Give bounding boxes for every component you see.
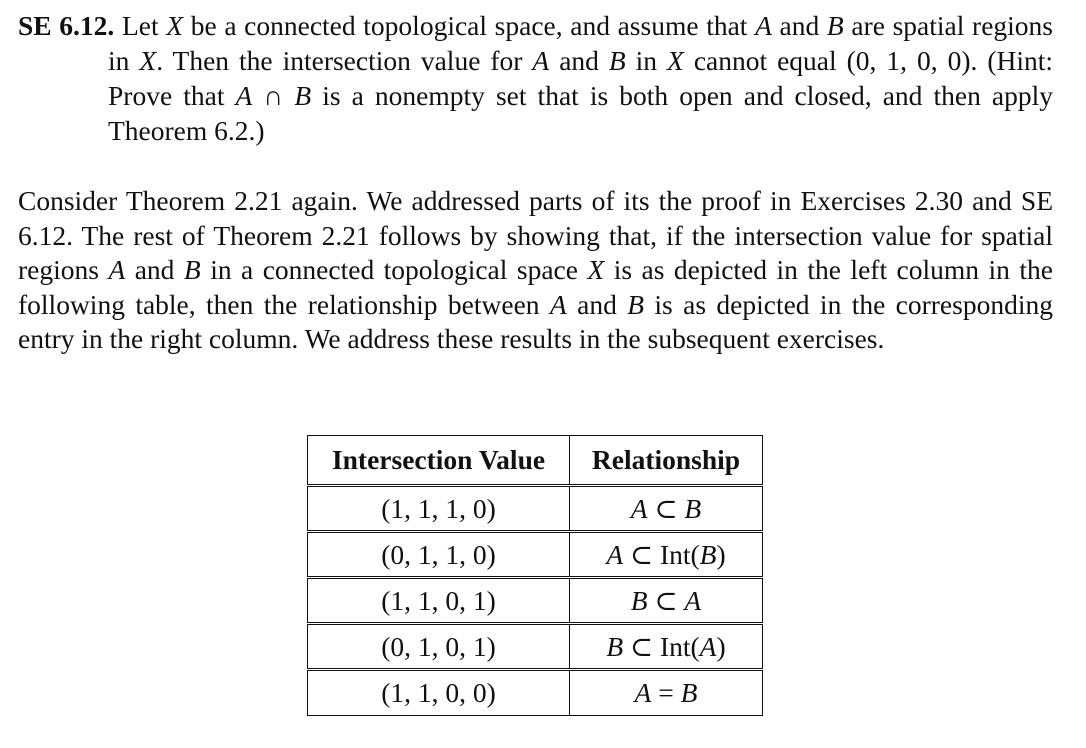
intersection-value-cell: (1, 1, 1, 0) [308,486,570,532]
math-var: B [684,492,702,524]
intersection-symbol: ∩ [252,80,295,111]
math-var: A [235,80,253,111]
exercise-text: be a connected topological space, and assume that [183,10,756,41]
math-var: B [699,538,717,570]
paragraph-text: is as depicted in the left column in the following table, then the relationship between [18,254,1053,320]
math-var: A [634,677,652,708]
exercise-label: SE 6.12. [18,10,115,41]
body-paragraph [18,184,1053,357]
exercise-text: in [625,45,668,76]
math-var: B [680,677,698,708]
exercise-text: are spatial regions in [108,10,1053,76]
math-var: A [549,288,567,320]
relation-operator: = [651,677,681,708]
exercise-text: cannot equal (0, 1, 0, 0). (Hint: Prove that [108,45,1054,111]
relation-operator: ⊂ Int( [623,630,700,662]
relationship-table-container [307,435,763,716]
exercise-text: and [771,10,827,41]
paragraph-text: is as depicted in the corresponding entry in the right column. We address these results in the subsequent exercises. [18,288,1053,355]
math-var: X [139,45,157,76]
math-var: A [699,630,717,662]
exercise-text: . Then the intersection value for [156,45,533,76]
math-var: A [684,584,702,616]
table-row [308,624,763,670]
math-var: X [166,10,184,41]
paragraph-text: and [125,254,184,286]
table-row [308,670,763,716]
table-row [308,578,763,624]
math-var: A [606,538,624,570]
relation-operator: ⊂ Int( [623,538,700,570]
table-row [308,532,763,578]
paragraph-text: Consider Theorem 2.21 again. We addressed parts of its the proof in Exercises 2.30 and SE 6.12. The rest of Theorem 2.21 follows by showing that, if the intersection value for spatial regions [18,185,1053,286]
exercise-text: is a nonempty set that is both open and closed, and then apply Theorem 6.2.) [108,80,1053,146]
math-var: X [667,45,684,76]
exercise-se-6-12 [18,8,1053,148]
relation-operator: ⊂ [647,492,685,524]
math-var: B [627,288,645,320]
math-var: B [294,80,312,111]
relationship-cell [570,486,763,532]
math-var: A [755,10,772,41]
math-var: B [630,584,648,616]
math-var: B [606,630,624,662]
math-var: X [587,254,605,286]
intersection-value-cell: (1, 1, 0, 1) [308,578,570,624]
intersection-value-cell: (0, 1, 0, 1) [308,624,570,670]
relationship-cell [570,670,763,716]
math-var: A [532,45,550,76]
relation-suffix: ) [716,630,726,662]
intersection-value-cell: (1, 1, 0, 0) [308,670,570,716]
table-row [308,486,763,532]
math-var: A [630,492,648,524]
relation-operator: ⊂ [647,584,685,616]
math-var: B [826,10,844,41]
relation-suffix: ) [716,538,726,570]
table-header-row [308,436,763,486]
relationship-cell [570,532,763,578]
header-intersection-value: Intersection Value [308,436,570,486]
math-var: B [608,45,626,76]
paragraph-text: in a connected topological space [200,254,588,286]
relationship-table [307,435,763,716]
relationship-cell [570,624,763,670]
math-var: A [108,254,126,286]
intersection-value-cell: (0, 1, 1, 0) [308,532,570,578]
paragraph-text: and [566,288,628,320]
exercise-text: and [549,45,609,76]
math-var: B [183,254,201,286]
exercise-text: Let [114,10,167,41]
relationship-cell [570,578,763,624]
header-relationship: Relationship [570,436,763,486]
